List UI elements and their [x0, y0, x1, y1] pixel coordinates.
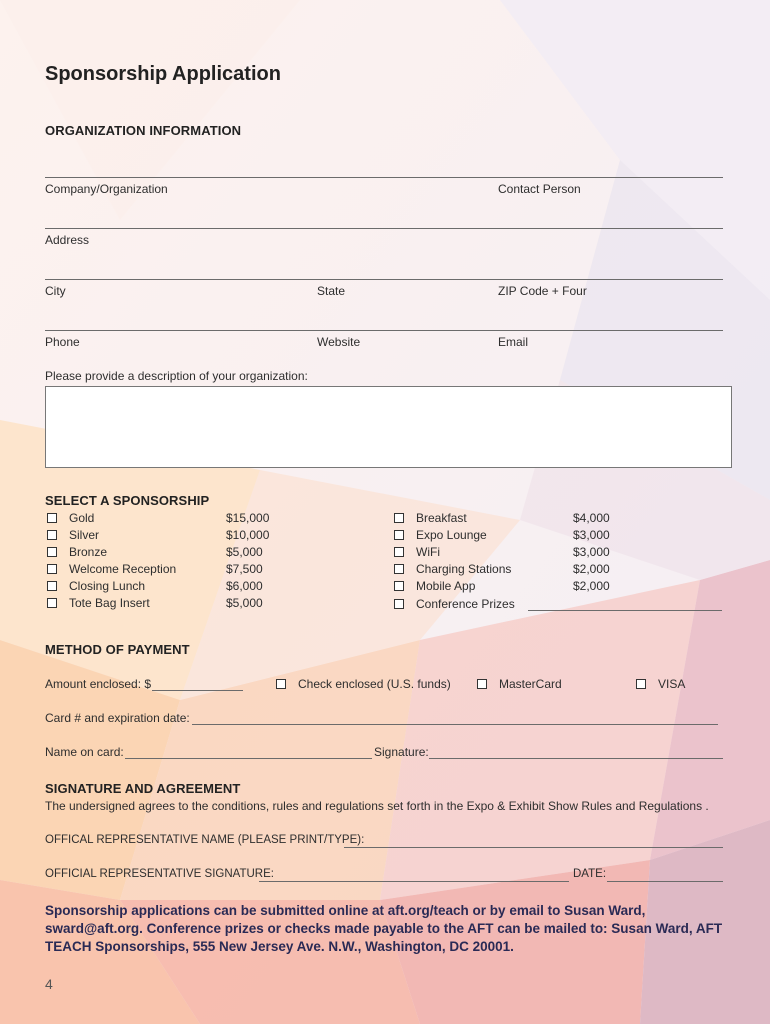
checkbox-icon[interactable] [477, 679, 487, 689]
sponsor-price: $4,000 [573, 511, 610, 525]
company-label: Company/Organization [45, 182, 168, 196]
sponsor-price: $5,000 [226, 545, 263, 559]
checkbox-icon[interactable] [394, 547, 404, 557]
rep-signature-line[interactable] [259, 881, 569, 882]
sponsor-option-breakfast[interactable]: Breakfast [394, 511, 467, 528]
sponsor-price: $7,500 [226, 562, 263, 576]
name-on-card-line[interactable] [125, 758, 372, 759]
payment-heading: METHOD OF PAYMENT [45, 642, 190, 657]
sponsor-option-expo-lounge[interactable]: Expo Lounge [394, 528, 487, 545]
address-line[interactable] [45, 228, 723, 229]
mastercard-option[interactable]: MasterCard [477, 677, 562, 694]
website-label: Website [317, 335, 361, 349]
page-title: Sponsorship Application [45, 63, 281, 85]
signature-line[interactable] [429, 758, 723, 759]
checkbox-icon[interactable] [47, 530, 57, 540]
agreement-heading: SIGNATURE AND AGREEMENT [45, 781, 241, 796]
checkbox-icon[interactable] [47, 564, 57, 574]
checkbox-icon[interactable] [636, 679, 646, 689]
visa-option[interactable]: VISA [636, 677, 685, 694]
submission-instructions: Sponsorship applications can be submitted online at aft.org/teach or by email to Susan Ward, sward@aft.org. Conference prizes or checks made payable to the AFT can be mailed to: Susan Ward, AFT TEACH Sponsorships, 555 New Jersey Ave. N.W., Washington, DC 20001. [45, 903, 723, 954]
card-line[interactable] [192, 724, 718, 725]
contact-label: Contact Person [498, 182, 581, 196]
sponsor-price: $3,000 [573, 528, 610, 542]
company-line[interactable] [45, 177, 723, 178]
sponsor-option-mobile-app[interactable]: Mobile App [394, 579, 475, 596]
name-on-card-label: Name on card: [45, 745, 124, 759]
phone-line[interactable] [45, 330, 723, 331]
address-label: Address [45, 233, 90, 247]
city-line[interactable] [45, 279, 723, 280]
sponsor-price: $3,000 [573, 545, 610, 559]
sponsorship-heading: SELECT A SPONSORSHIP [45, 493, 210, 508]
rep-signature-label: OFFICIAL REPRESENTATIVE SIGNATURE: [45, 868, 274, 880]
sponsor-price: $2,000 [573, 562, 610, 576]
org-heading: ORGANIZATION INFORMATION [45, 123, 242, 138]
sponsor-option-welcome-reception[interactable]: Welcome Reception [47, 562, 176, 579]
sponsor-option-tote-bag-insert[interactable]: Tote Bag Insert [47, 596, 150, 613]
description-textarea[interactable] [45, 386, 732, 468]
sponsor-option-wifi[interactable]: WiFi [394, 545, 440, 562]
conference-prizes-line[interactable] [528, 610, 722, 611]
sponsor-option-closing-lunch[interactable]: Closing Lunch [47, 579, 145, 596]
checkbox-icon[interactable] [394, 513, 404, 523]
signature-label: Signature: [374, 745, 429, 759]
checkbox-icon[interactable] [394, 581, 404, 591]
sponsor-option-bronze[interactable]: Bronze [47, 545, 107, 562]
checkbox-icon[interactable] [47, 598, 57, 608]
rep-name-label: OFFICAL REPRESENTATIVE NAME (PLEASE PRINT/TYPE): [45, 834, 365, 846]
card-label: Card # and expiration date: [45, 711, 190, 725]
sponsor-price: $10,000 [226, 528, 270, 542]
checkbox-icon[interactable] [276, 679, 286, 689]
amount-line[interactable] [152, 690, 243, 691]
rep-name-line[interactable] [344, 847, 723, 848]
checkbox-icon[interactable] [47, 581, 57, 591]
checkbox-icon[interactable] [47, 513, 57, 523]
sponsor-option-gold[interactable]: Gold [47, 511, 94, 528]
email-label: Email [498, 335, 529, 349]
sponsor-price: $6,000 [226, 579, 263, 593]
sponsor-price: $15,000 [226, 511, 270, 525]
sponsor-price: $2,000 [573, 579, 610, 593]
checkbox-icon[interactable] [394, 564, 404, 574]
sponsor-option-silver[interactable]: Silver [47, 528, 99, 545]
agreement-text: The undersigned agrees to the conditions, rules and regulations set forth in the Expo & Exhibit Show Rules and Regulations . [45, 799, 709, 813]
checkbox-icon[interactable] [394, 530, 404, 540]
date-label: DATE: [573, 868, 607, 880]
checkbox-icon[interactable] [47, 547, 57, 557]
sponsor-option-conference-prizes[interactable]: Conference Prizes [394, 597, 515, 614]
page-number: 4 [45, 976, 53, 992]
sponsor-price: $5,000 [226, 596, 263, 610]
date-line[interactable] [607, 881, 723, 882]
checkbox-icon[interactable] [394, 599, 404, 609]
amount-label: Amount enclosed: $ [45, 677, 152, 691]
check-enclosed-option[interactable]: Check enclosed (U.S. funds) [276, 677, 451, 694]
zip-label: ZIP Code + Four [498, 284, 587, 298]
state-label: State [317, 284, 346, 298]
city-label: City [45, 284, 66, 298]
sponsor-option-charging-stations[interactable]: Charging Stations [394, 562, 511, 579]
description-prompt: Please provide a description of your organization: [45, 369, 308, 383]
phone-label: Phone [45, 335, 80, 349]
